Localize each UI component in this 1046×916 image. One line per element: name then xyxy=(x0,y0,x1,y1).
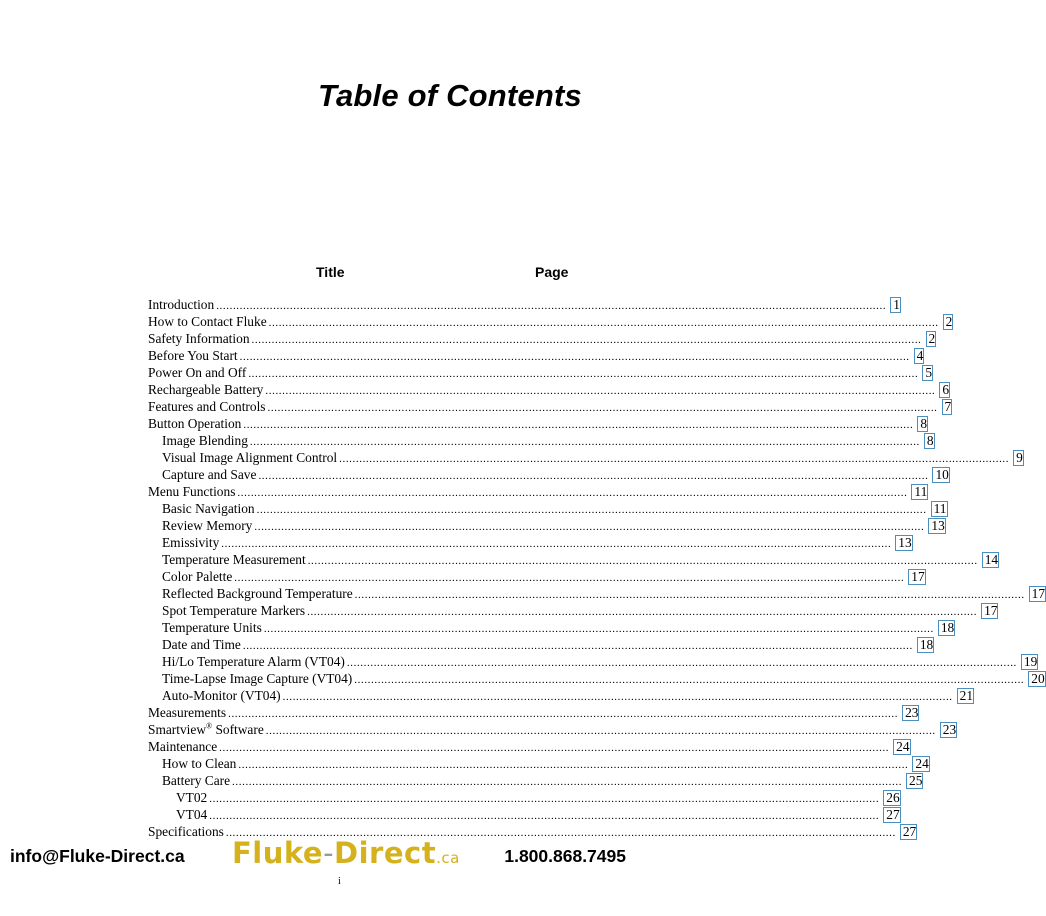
toc-entry-label-text: Basic Navigation xyxy=(162,501,255,516)
column-header-title: Title xyxy=(316,264,345,280)
toc-entry-label xyxy=(148,432,248,449)
logo-part2: Direct xyxy=(334,836,437,870)
toc-page-link[interactable]: 24 xyxy=(893,739,910,755)
toc-entry-label xyxy=(148,772,230,789)
toc-entry-label xyxy=(148,721,264,738)
dot-leader: ........................................................................................................................................................................................................ xyxy=(307,555,978,567)
toc-entry-label xyxy=(148,687,281,704)
toc-entry-label-text: Hi/Lo Temperature Alarm (VT04) xyxy=(162,654,345,669)
toc-entry[interactable] xyxy=(148,500,947,517)
toc-entry[interactable] xyxy=(148,313,953,330)
dot-leader: ........................................................................................................................................................................................................ xyxy=(268,317,939,329)
dot-leader: ........................................................................................................................................................................................................ xyxy=(237,487,908,499)
toc-entry[interactable] xyxy=(148,398,952,415)
toc-page-link[interactable]: 17 xyxy=(981,603,998,619)
toc-entry[interactable] xyxy=(148,551,999,568)
toc-entry[interactable] xyxy=(148,619,955,636)
toc-entry-label xyxy=(148,534,219,551)
toc-entry-label xyxy=(148,670,352,687)
toc-entry[interactable] xyxy=(148,772,923,789)
toc-entry-label-text: Battery Care xyxy=(162,773,231,788)
dot-leader: ........................................................................................................................................................................................................ xyxy=(339,453,1010,465)
toc-entry-label xyxy=(148,500,255,517)
toc-page-link[interactable]: 9 xyxy=(1013,450,1024,466)
toc-page-link[interactable]: 23 xyxy=(940,722,957,738)
toc-entry[interactable] xyxy=(148,432,934,449)
dot-leader: ........................................................................................................................................................................................................ xyxy=(307,606,978,618)
toc-entry-label-text: Specifications xyxy=(148,824,224,839)
toc-entry-label xyxy=(148,806,207,823)
toc-page-link[interactable]: 1 xyxy=(890,297,901,313)
toc-page-link[interactable]: 23 xyxy=(902,705,919,721)
column-header-page: Page xyxy=(535,264,569,280)
toc-entry[interactable] xyxy=(148,687,974,704)
toc-entry-label-text: Button Operation xyxy=(148,416,242,431)
dot-leader: ........................................................................................................................................................................................................ xyxy=(234,572,905,584)
toc-entry-label-text: Date and Time xyxy=(162,637,241,652)
toc-page-link[interactable]: 8 xyxy=(917,416,928,432)
toc-entry-label xyxy=(148,568,232,585)
dot-leader: ........................................................................................................................................................................................................ xyxy=(219,742,890,754)
dot-leader: ........................................................................................................................................................................................................ xyxy=(254,521,925,533)
toc-entry[interactable] xyxy=(148,602,998,619)
toc-entry-label xyxy=(148,449,337,466)
toc-entry-label xyxy=(148,483,235,500)
dot-leader: ........................................................................................................................................................................................................ xyxy=(228,708,899,720)
toc-entry-label-text: Introduction xyxy=(148,297,215,312)
dot-leader: ........................................................................................................................................................................................................ xyxy=(251,334,922,346)
toc-entry-label-text: Capture and Save xyxy=(162,467,257,482)
toc-page-link[interactable]: 2 xyxy=(926,331,937,347)
dot-leader: ........................................................................................................................................................................................................ xyxy=(243,419,914,431)
toc-page-link[interactable]: 4 xyxy=(914,348,925,364)
dot-leader: ........................................................................................................................................................................................................ xyxy=(249,436,920,448)
dot-leader: ........................................................................................................................................................................................................ xyxy=(282,691,953,703)
toc-entry-label xyxy=(148,789,207,806)
dot-leader: ........................................................................................................................................................................................................ xyxy=(265,385,936,397)
toc-entry-label-text: Image Blending xyxy=(162,433,248,448)
toc-page-link[interactable]: 2 xyxy=(943,314,954,330)
toc-entry[interactable] xyxy=(148,636,934,653)
dot-leader: ........................................................................................................................................................................................................ xyxy=(354,674,1025,686)
toc-page-link[interactable]: 7 xyxy=(942,399,953,415)
toc-entry-label xyxy=(148,619,262,636)
toc-entry[interactable] xyxy=(148,347,924,364)
fluke-direct-logo xyxy=(232,836,460,870)
dot-leader: ........................................................................................................................................................................................................ xyxy=(209,793,880,805)
dot-leader: ........................................................................................................................................................................................................ xyxy=(265,725,936,737)
toc-entry-label-text: Temperature Units xyxy=(162,620,262,635)
toc-page-link[interactable]: 18 xyxy=(917,637,934,653)
toc-page-link[interactable]: 14 xyxy=(982,552,999,568)
toc-page-link[interactable]: 11 xyxy=(911,484,928,500)
toc-entry-label xyxy=(148,517,252,534)
toc-entry-label-text: Features and Controls xyxy=(148,399,266,414)
toc-entry[interactable] xyxy=(148,483,928,500)
dot-leader: ........................................................................................................................................................................................................ xyxy=(216,300,887,312)
toc-page-link[interactable]: 26 xyxy=(883,790,900,806)
toc-entry-label xyxy=(148,704,226,721)
toc-page-link[interactable]: 13 xyxy=(928,518,945,534)
toc-page-link[interactable]: 5 xyxy=(922,365,933,381)
toc-entry-label xyxy=(148,347,238,364)
toc-entry-label-text: Measurements xyxy=(148,705,227,720)
toc-entry-label-text: VT02 xyxy=(176,790,208,805)
toc-entry-label-text: Spot Temperature Markers xyxy=(162,603,306,618)
logo-dash: - xyxy=(323,836,335,870)
toc-entry-label-text: Visual Image Alignment Control xyxy=(162,450,338,465)
toc-page-link[interactable]: 20 xyxy=(1028,671,1045,687)
dot-leader: ........................................................................................................................................................................................................ xyxy=(248,368,919,380)
toc-entry-label-text: Smartview xyxy=(148,722,207,737)
toc-entry-label-text: How to Contact Fluke xyxy=(148,314,267,329)
toc-entry-label-text: Emissivity xyxy=(162,535,220,550)
toc-entry-label-text: Safety Information xyxy=(148,331,250,346)
toc-page-link[interactable]: 13 xyxy=(895,535,912,551)
toc-entry-label-text: Temperature Measurement xyxy=(162,552,306,567)
toc-entry[interactable] xyxy=(148,670,1045,687)
toc-entry-label-text: Power On and Off xyxy=(148,365,247,380)
toc-entry-label xyxy=(148,636,241,653)
toc-page-link[interactable]: 19 xyxy=(1021,654,1038,670)
table-of-contents xyxy=(148,296,1046,840)
registered-mark: ® xyxy=(206,721,213,731)
toc-entry-label xyxy=(148,585,353,602)
toc-page-link[interactable]: 18 xyxy=(938,620,955,636)
footer-email: info@Fluke-Direct.ca xyxy=(10,846,185,866)
toc-page-link[interactable]: 17 xyxy=(908,569,925,585)
toc-entry[interactable] xyxy=(148,466,949,483)
dot-leader: ........................................................................................................................................................................................................ xyxy=(209,810,880,822)
toc-page-link[interactable]: 27 xyxy=(883,807,900,823)
toc-entry-label xyxy=(148,738,217,755)
toc-entry-label xyxy=(148,381,263,398)
toc-entry[interactable] xyxy=(148,415,928,432)
toc-entry[interactable] xyxy=(148,296,900,313)
toc-entry[interactable] xyxy=(148,721,957,738)
toc-page-link[interactable]: 25 xyxy=(906,773,923,789)
toc-page-link[interactable]: 24 xyxy=(912,756,929,772)
toc-entry-label-text: How to Clean xyxy=(162,756,237,771)
toc-page-link[interactable]: 8 xyxy=(924,433,935,449)
toc-entry-label-text: Maintenance xyxy=(148,739,218,754)
toc-entry[interactable] xyxy=(148,534,912,551)
page-number-marker: i xyxy=(338,876,341,887)
toc-entry[interactable] xyxy=(148,568,925,585)
dot-leader: ........................................................................................................................................................................................................ xyxy=(346,657,1017,669)
dot-leader: ........................................................................................................................................................................................................ xyxy=(225,827,896,839)
toc-entry-label-text: Reflected Background Temperature xyxy=(162,586,353,601)
toc-page-link[interactable]: 10 xyxy=(932,467,949,483)
toc-entry-label xyxy=(148,755,236,772)
toc-entry-label xyxy=(148,653,345,670)
toc-entry[interactable] xyxy=(148,704,919,721)
toc-entry-label xyxy=(148,330,250,347)
toc-entry[interactable] xyxy=(148,381,950,398)
toc-entry-label xyxy=(148,364,246,381)
dot-leader: ........................................................................................................................................................................................................ xyxy=(238,759,909,771)
toc-entry-label xyxy=(148,551,306,568)
toc-entry-label xyxy=(148,466,256,483)
toc-entry[interactable] xyxy=(148,789,900,806)
toc-entry-label-text: Review Memory xyxy=(162,518,253,533)
toc-entry-label-text: Auto-Monitor (VT04) xyxy=(162,688,281,703)
toc-page-link[interactable]: 21 xyxy=(957,688,974,704)
toc-entry[interactable] xyxy=(148,806,900,823)
footer xyxy=(0,836,638,876)
toc-page-link[interactable]: 17 xyxy=(1029,586,1046,602)
dot-leader: ........................................................................................................................................................................................................ xyxy=(263,623,934,635)
toc-page-link[interactable]: 27 xyxy=(900,824,917,840)
logo-tld: .ca xyxy=(436,849,460,867)
toc-entry-label-text: Menu Functions xyxy=(148,484,236,499)
dot-leader: ........................................................................................................................................................................................................ xyxy=(221,538,892,550)
toc-entry-label xyxy=(148,602,305,619)
toc-entry[interactable] xyxy=(148,517,945,534)
dot-leader: ........................................................................................................................................................................................................ xyxy=(232,776,903,788)
toc-entry-label xyxy=(148,296,214,313)
toc-entry-label-suffix: Software xyxy=(212,722,264,737)
toc-entry-label xyxy=(148,415,241,432)
toc-entry-label-text: Time-Lapse Image Capture (VT04) xyxy=(162,671,353,686)
footer-phone: 1.800.868.7495 xyxy=(504,846,626,866)
logo-part1: Fluke xyxy=(232,836,324,870)
dot-leader: ........................................................................................................................................................................................................ xyxy=(258,470,929,482)
dot-leader: ........................................................................................................................................................................................................ xyxy=(239,351,910,363)
toc-entry[interactable] xyxy=(148,364,933,381)
toc-entry[interactable] xyxy=(148,449,1023,466)
dot-leader: ........................................................................................................................................................................................................ xyxy=(256,504,927,516)
toc-entry[interactable] xyxy=(148,330,936,347)
dot-leader: ........................................................................................................................................................................................................ xyxy=(267,402,938,414)
toc-entry-label-text: Before You Start xyxy=(148,348,238,363)
toc-entry[interactable] xyxy=(148,653,1038,670)
toc-entry-label-text: Rechargeable Battery xyxy=(148,382,264,397)
toc-entry-label-text: VT04 xyxy=(176,807,208,822)
toc-entry[interactable] xyxy=(148,755,929,772)
toc-entry-label-text: Color Palette xyxy=(162,569,233,584)
page-title: Table of Contents xyxy=(317,78,582,113)
dot-leader: ........................................................................................................................................................................................................ xyxy=(354,589,1025,601)
toc-entry-label xyxy=(148,313,267,330)
dot-leader: ........................................................................................................................................................................................................ xyxy=(242,640,913,652)
toc-entry[interactable] xyxy=(148,585,1046,602)
toc-entry[interactable] xyxy=(148,738,910,755)
toc-page-link[interactable]: 11 xyxy=(931,501,948,517)
toc-entry-label xyxy=(148,398,266,415)
toc-page-link[interactable]: 6 xyxy=(939,382,950,398)
